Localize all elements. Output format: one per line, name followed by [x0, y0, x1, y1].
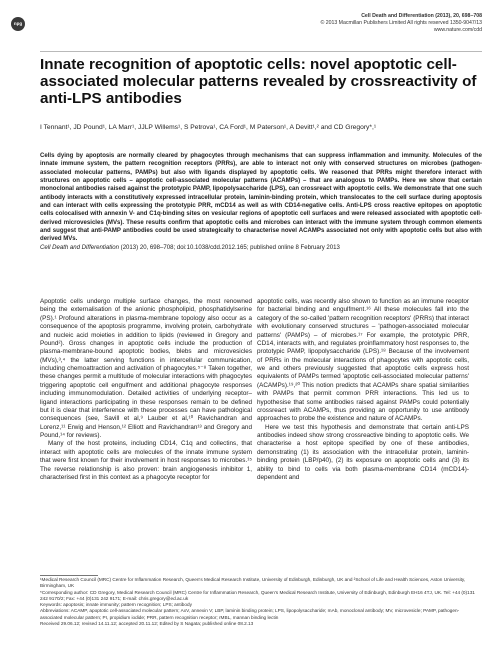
journal-header — [320, 13, 482, 35]
correspondence-note: *Corresponding author: CD Gregory, Medical Research Council (MRC) Centre for Inflammation Research, Queen's Medical Research Institute, University of Edinburgh, Edinburgh EH16 4TJ, UK. Tel: +44 (0)131 242 9170/2; Fax: +44 (0)131 242 9171; E-mail: chris.gregory@ed.ac.uk — [40, 589, 475, 601]
author-list: I Tennant¹, JD Pound¹, LA Marr¹, JJLP Willems¹, S Petrova¹, CA Ford¹, M Paterson¹, A Devitt¹,² and CD Gregory*,¹ — [40, 124, 377, 131]
body-paragraph: Many of the host proteins, including CD14, C1q and collectins, that interact with apoptotic cells are molecules of the innate immune system that were first known for their involvement in host responses to microbes.¹⁵ The reverse relationship is also proven: brain angiogenesis inhibitor 1, characterised first in this context as a phagocyte receptor for — [40, 440, 252, 481]
npg-logo-icon: npg — [11, 17, 25, 31]
received-note: Received 29.06.12; revised 14.11.12; accepted 20.11.12; Edited by S Nagata; published online 08.2.13 — [40, 621, 254, 627]
article-title: Innate recognition of apoptotic cells: novel apoptotic cell-associated molecular patterns revealed by crossreactivity of anti-LPS antibodies — [40, 56, 477, 107]
affiliation-note: ¹Medical Research Council (MRC) Centre for Inflammation Research, Queen's Medical Research Institute, University of Edinburgh, Edinburgh, UK and ²School of Life and Health Sciences, Aston University, Birmingham, UK — [40, 577, 466, 589]
body-column-right — [257, 298, 469, 482]
journal-url[interactable]: www.nature.com/cdd — [433, 27, 482, 34]
abstract-text: Cells dying by apoptosis are normally cleared by phagocytes through mechanisms that can suppress inflammation and immunity. Molecules of the innate immune system, the pattern recognition receptors (PRRs), are able to interact not only with conserved structures on microbes (pathogen-associated molecular patterns, PAMPs) but also with ligands displayed by apoptotic cells. We reasoned that PRRs might therefore interact with structures on apoptotic cells – apoptotic cell-associated molecular patterns (ACAMPs) – that are analogous to PAMPs. Here we show that certain monoclonal antibodies raised against the prototypic PAMP, lipopolysaccharide (LPS), can crossreact with apoptotic cells. We demonstrate that one such antibody interacts with a constitutively expressed intracellular protein, laminin-binding protein, which translocates to the cell surface during apoptosis and can interact with cells expressing the prototypic PRR, mCD14 as well as with CD14-negative cells. Anti-LPS cross reactive epitopes on apoptotic cells colocalised with annexin V- and C1q-binding sites on vesicular regions of apoptotic cell surfaces and were released associated with apoptotic cell-derived microvesicles (MVs). These results confirm that apoptotic cells and microbes can interact with the immune system through common elements and suggest that anti-PAMP antibodies could be used strategically to characterise novel ACAMPs associated not only with apoptotic cells but also with derived MVs. — [40, 153, 482, 243]
footnotes — [40, 577, 480, 627]
citation-details: (2013) 20, 698–708; doi:10.1038/cdd.2012.165; published online 8 February 2013 — [119, 244, 340, 251]
journal-citation: Cell Death and Differentiation (2013), 20, 698–708 — [361, 13, 482, 19]
citation-journal: Cell Death and Differentiation — [40, 244, 119, 251]
footnote-divider — [40, 575, 98, 576]
keywords-note: Keywords: apoptosis; innate immunity; pattern recognition; LPS; antibody — [40, 602, 192, 608]
copyright-line: © 2013 Macmillan Publishers Limited All rights reserved 1350-9047/13 — [320, 20, 482, 27]
abbreviations-note: Abbreviations: ACAMP, apoptotic cell-associated molecular pattern; AxV, annexin V; LBP, laminin binding protein; LPS, lipopolysaccharide; mAb, monoclonal antibody; MV, microvesicle; PAMP, pathogen-associated molecular pattern; PI, propidium iodide; PRR, pattern recognition receptor; rMBL, mannan binding lectin — [40, 608, 460, 620]
body-paragraph: Apoptotic cells undergo multiple surface changes, the most renowned being the externalisation of the anionic phospholipid, phosphatidylserine (PS).¹ Profound alterations in plasma-membrane topology also occur as a consequence of the apoptosis programme, involving protein, carbohydrate and nucleic acid moieties in addition to lipids (reviewed in Gregory and Pound²). Gross changes in apoptotic cells include the production of plasma-membrane-bound apoptotic bodies, blebs and microvesicles (MVs),³,⁴ the latter serving functions in intercellular communication, including chemoattraction and activation of phagocytes.⁵⁻⁸ Taken together, these changes permit a multitude of molecular interactions with phagocytes triggering apoptotic cell engulfment and additional phagocyte responses including immunomodulation. Detailed activities of underlying receptor–ligand interactions participating in these responses remain to be defined but it is clear that interference with these processes can have pathological consequences (see, Savill et al,⁹ Lauber et al,¹⁰ Ravichandran and Lorenz,¹¹ Erwig and Henson,¹² Elliott and Ravichandran¹³ and Gregory and Pound,¹⁴ for reviews). — [40, 298, 252, 439]
header-divider — [40, 51, 482, 52]
abstract — [40, 152, 482, 252]
body-paragraph: Here we test this hypothesis and demonstrate that certain anti-LPS antibodies indeed show strong crossreactive binding to apoptotic cells. We characterise a host epitope specified by one of these antibodies, demonstrating (1) its association with the intracellular protein, laminin-binding protein (LBP/p40), (2) its exposure on apoptotic cells and (3) its ability to bind to cells via both plasma-membrane CD14 (mCD14)-dependent and — [257, 423, 469, 481]
body-column-left — [40, 298, 252, 482]
body-paragraph: apoptotic cells, was recently also shown to function as an immune receptor for bacterial binding and engulfment.¹⁶ All these molecules fall into the category of the so-called 'pattern recognition receptors' (PRRs) that interact with evolutionary conserved structures – 'pathogen-associated molecular patterns' (PAMPs) – of microbes.¹⁷ For example, the prototypic PRR, CD14, interacts with, and regulates proinflammatory host responses to, the prototypic PAMP, lipopolysaccharide (LPS).¹⁸ Because of the involvement of PRRs in the molecular interactions of phagocytes with apoptotic cells, we and others previously suggested that apoptotic cells express host equivalents of PAMPs termed 'apoptotic cell-associated molecular patterns' (ACAMPs).¹⁹,²⁰ This notion predicts that ACAMPs share spatial similarities with PAMPs that permit common PRR interactions. This led us to hypothesise that some antibodies raised against PAMPs could potentially crossreact with ACAMPs, thus providing an opportunity to use antibody approaches to probe the existence and nature of ACAMPs. — [257, 298, 469, 423]
